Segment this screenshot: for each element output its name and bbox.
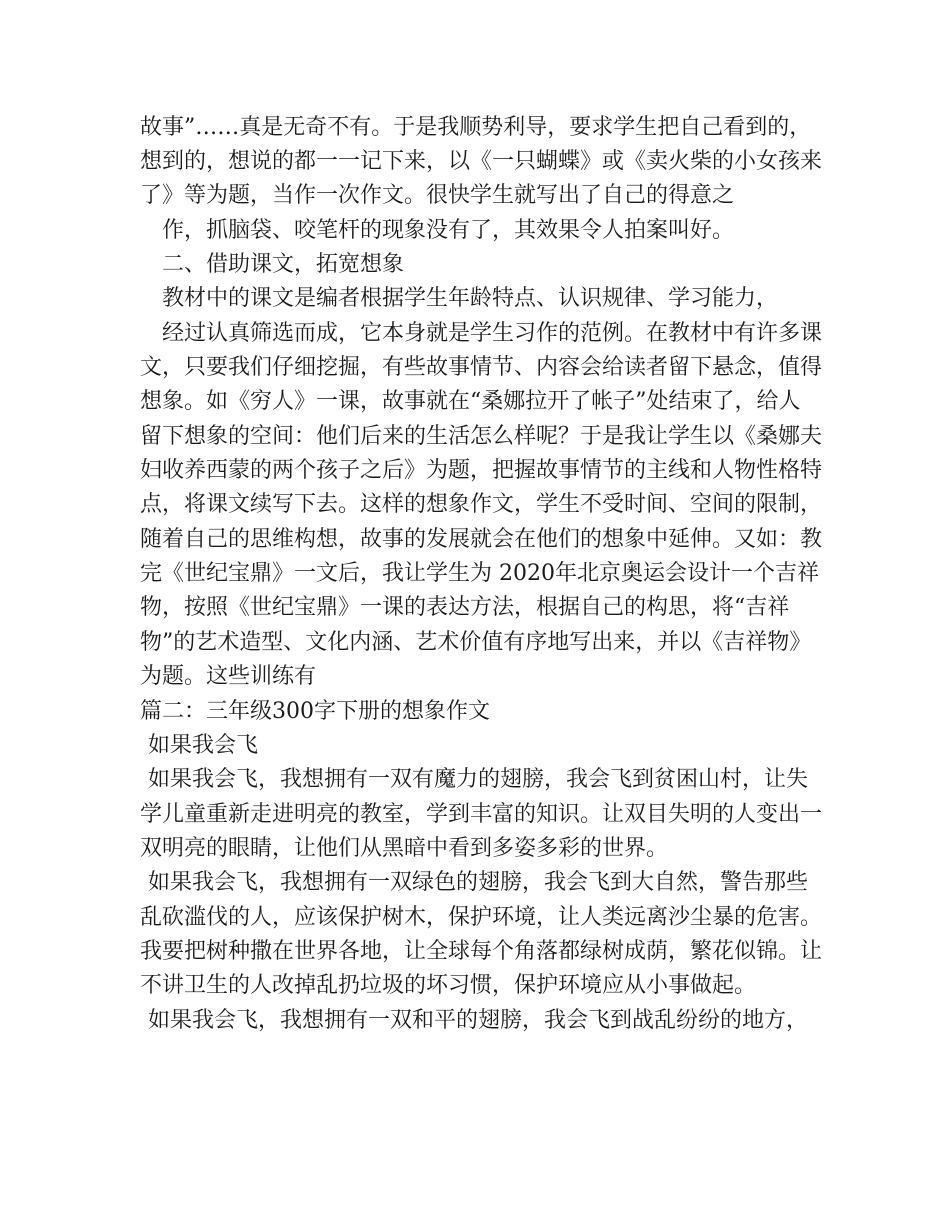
text-line: 点，将课文续写下去。这样的想象作文，学生不受时间、空间的限制， bbox=[140, 492, 823, 517]
text-line: 想象。如《穷人》一课，故事就在“桑娜拉开了帐子”处结束了，给人 bbox=[140, 389, 801, 414]
text-line: 如果我会飞，我想拥有一双有魔力的翅膀，我会飞到贫困山村，让失 bbox=[148, 767, 809, 792]
text-line: 文，只要我们仔细挖掘，有些故事情节、内容会给读者留下悬念，值得 bbox=[140, 355, 823, 380]
text-line: 我要把树种撒在世界各地，让全球每个角落都绿树成荫，繁花似锦。让 bbox=[140, 939, 823, 964]
text-line: 随着自己的思维构想，故事的发展就会在他们的想象中延伸。又如：教 bbox=[140, 527, 823, 552]
text-line: 妇收养西蒙的两个孩子之后》为题，把握故事情节的主线和人物性格特 bbox=[140, 458, 823, 483]
text-line: 想到的，想说的都一一记下来，以《一只蝴蝶》或《卖火柴的小女孩来 bbox=[140, 149, 823, 174]
text-line: 乱砍滥伐的人，应该保护树木，保护环境，让人类远离沙尘暴的危害。 bbox=[140, 905, 823, 930]
text-line: 完《世纪宝鼎》一文后，我让学生为 2020年北京奥运会设计一个吉祥 bbox=[140, 561, 819, 586]
text-line: 物”的艺术造型、文化内涵、艺术价值有序地写出来，并以《吉祥物》 bbox=[140, 630, 812, 655]
section-heading: 二、借助课文，拓宽想象 bbox=[162, 252, 405, 277]
text-line: 作，抓脑袋、咬笔杆的现象没有了，其效果令人拍案叫好。 bbox=[162, 218, 735, 243]
text-line: 教材中的课文是编者根据学生年龄特点、认识规律、学习能力， bbox=[162, 286, 779, 311]
text-line: 了》等为题，当作一次作文。很快学生就写出了自己的得意之 bbox=[140, 183, 735, 208]
text-line: 物，按照《世纪宝鼎》一课的表达方法，根据自己的构思，将“吉祥 bbox=[140, 595, 790, 620]
text-line: 双明亮的眼睛，让他们从黑暗中看到多姿多彩的世界。 bbox=[140, 836, 669, 861]
text-line: 故事”……真是无奇不有。于是我顺势利导，要求学生把自己看到的， bbox=[140, 115, 812, 140]
essay-title: 如果我会飞 bbox=[148, 733, 259, 758]
text-line: 如果我会飞，我想拥有一双和平的翅膀，我会飞到战乱纷纷的地方， bbox=[148, 1008, 809, 1033]
text-line: 如果我会飞，我想拥有一双绿色的翅膀，我会飞到大自然，警告那些 bbox=[148, 870, 809, 895]
text-line: 学儿童重新走进明亮的教室，学到丰富的知识。让双目失明的人变出一 bbox=[140, 802, 823, 827]
text-line: 不讲卫生的人改掉乱扔垃圾的坏习惯，保护环境应从小事做起。 bbox=[140, 973, 757, 998]
text-line: 为题。这些训练有 bbox=[140, 664, 317, 689]
text-line: 经过认真筛选而成，它本身就是学生习作的范例。在教材中有许多课 bbox=[162, 321, 823, 346]
text-line: 留下想象的空间：他们后来的生活怎么样呢？于是我让学生以《桑娜夫 bbox=[140, 424, 823, 449]
chapter-heading: 篇二：三年级300字下册的想象作文 bbox=[140, 699, 490, 724]
